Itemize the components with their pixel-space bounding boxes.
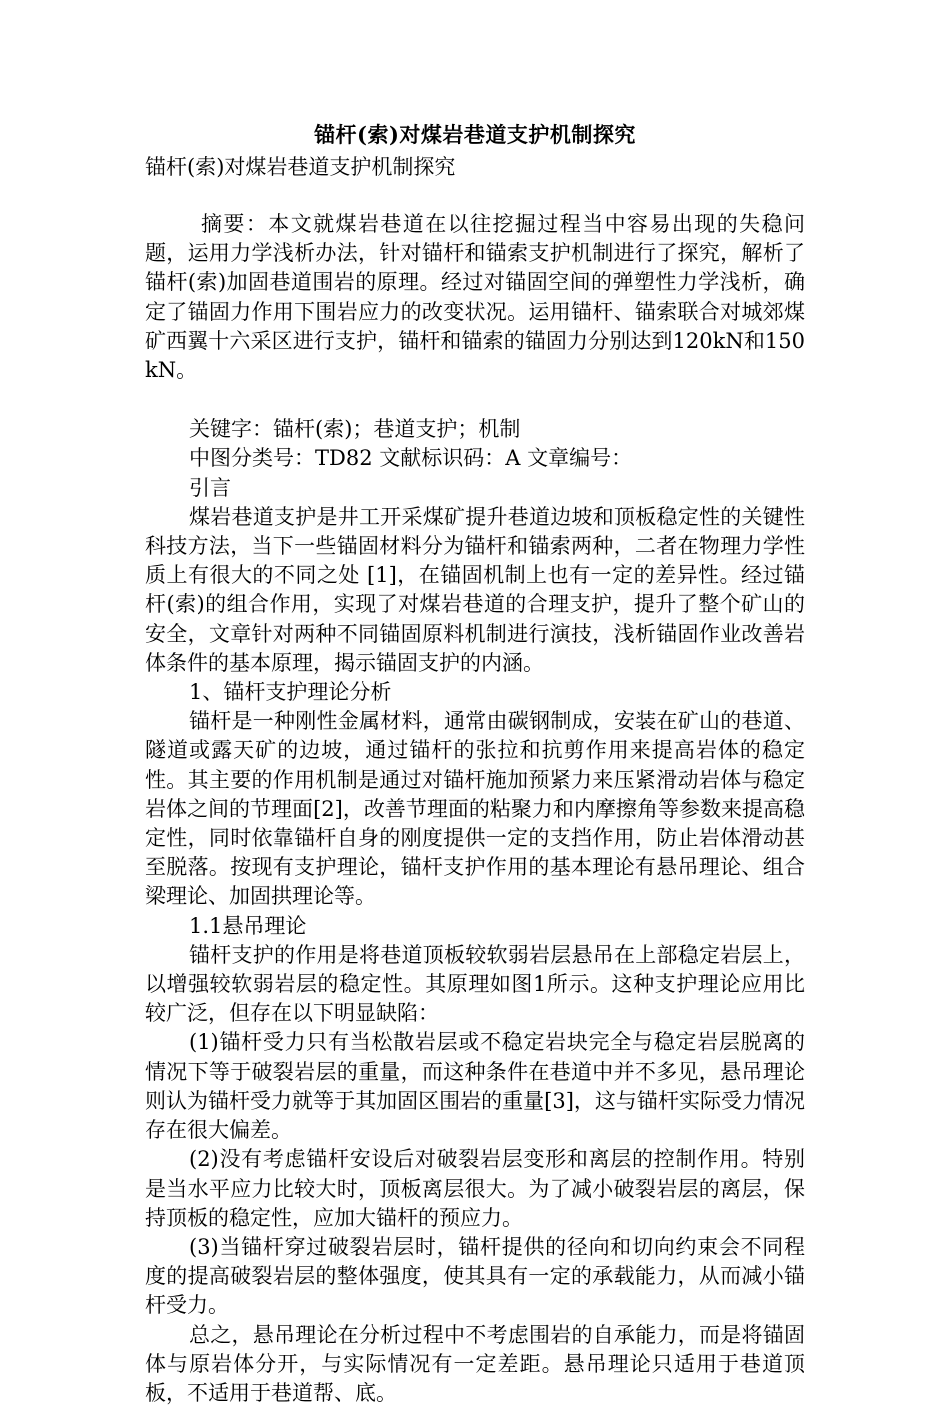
point-3-paragraph: (3)当锚杆穿过破裂岩层时，锚杆提供的径向和切向约束会不同程度的提高破裂岩层的整体强度，使其具有一定的承载能力，从而减小锚杆受力。: [145, 1234, 805, 1318]
intro-paragraph: 煤岩巷道支护是井工开采煤矿提升巷道边坡和顶板稳定性的关键性科技方法，当下一些锚固材料分为锚杆和锚索两种，二者在物理力学性质上有很大的不同之处 [1]，在锚固机制上也有一定的差异性。经过锚杆(索)的组合作用，实现了对煤岩巷道的合理支护，提升了整个矿山的安全，文章针对两种不同锚固原料机制进行演技，浅析锚固作业改善岩体条件的基本原理，揭示锚固支护的内涵。: [145, 504, 805, 675]
document-title: 锚杆(索)对煤岩巷道支护机制探究: [314, 122, 636, 147]
point-1-paragraph: (1)锚杆受力只有当松散岩层或不稳定岩块完全与稳定岩层脱离的情况下等于破裂岩层的重量，而这种条件在巷道中并不多见，悬吊理论则认为锚杆受力就等于其加固区围岩的重量[3]，这与锚杆实际受力情况存在很大偏差。: [145, 1030, 805, 1143]
intro-heading: 引言: [189, 475, 231, 500]
document-subtitle: 锚杆(索)对煤岩巷道支护机制探究: [145, 155, 456, 179]
document-page: [145, 118, 805, 1408]
section1-heading: 1、锚杆支护理论分析: [189, 680, 392, 705]
section11-heading: 1.1悬吊理论: [189, 913, 307, 938]
section11-paragraph: 锚杆支护的作用是将巷道顶板较软弱岩层悬吊在上部稳定岩层上，以增强较软弱岩层的稳定性。其原理如图1所示。这种支护理论应用比较广泛，但存在以下明显缺陷：: [145, 942, 805, 1026]
abstract-paragraph: 摘要：本文就煤岩巷道在以往挖掘过程当中容易出现的失稳问题，运用力学浅析办法，针对锚杆和锚索支护机制进行了探究，解析了锚杆(索)加固巷道围岩的原理。经过对锚固空间的弹塑性力学浅析，确定了锚固力作用下围岩应力的改变状况。运用锚杆、锚索联合对城郊煤矿西翼十六采区进行支护，锚杆和锚索的锚固力分别达到120kN和150kN。: [145, 212, 805, 383]
classification-line: 中图分类号：TD82 文献标识码：A 文章编号：: [189, 446, 633, 471]
summary-paragraph: 总之，悬吊理论在分析过程中不考虑围岩的自承能力，而是将锚固体与原岩体分开，与实际情况有一定差距。悬吊理论只适用于巷道顶板，不适用于巷道帮、底。: [145, 1322, 805, 1405]
section1-paragraph: 锚杆是一种刚性金属材料，通常由碳钢制成，安装在矿山的巷道、隧道或露天矿的边坡，通过锚杆的张拉和抗剪作用来提高岩体的稳定性。其主要的作用机制是通过对锚杆施加预紧力来压紧滑动岩体与稳定岩体之间的节理面[2]，改善节理面的粘聚力和内摩擦角等参数来提高稳定性，同时依靠锚杆自身的刚度提供一定的支挡作用，防止岩体滑动甚至脱落。按现有支护理论，锚杆支护作用的基本理论有悬吊理论、组合梁理论、加固拱理论等。: [145, 709, 805, 909]
point-2-paragraph: (2)没有考虑锚杆安设后对破裂岩层变形和离层的控制作用。特别是当水平应力比较大时，顶板离层很大。为了减小破裂岩层的离层，保持顶板的稳定性，应加大锚杆的预应力。: [145, 1147, 805, 1230]
keywords-line: 关键字：锚杆(索)；巷道支护；机制: [189, 417, 521, 442]
